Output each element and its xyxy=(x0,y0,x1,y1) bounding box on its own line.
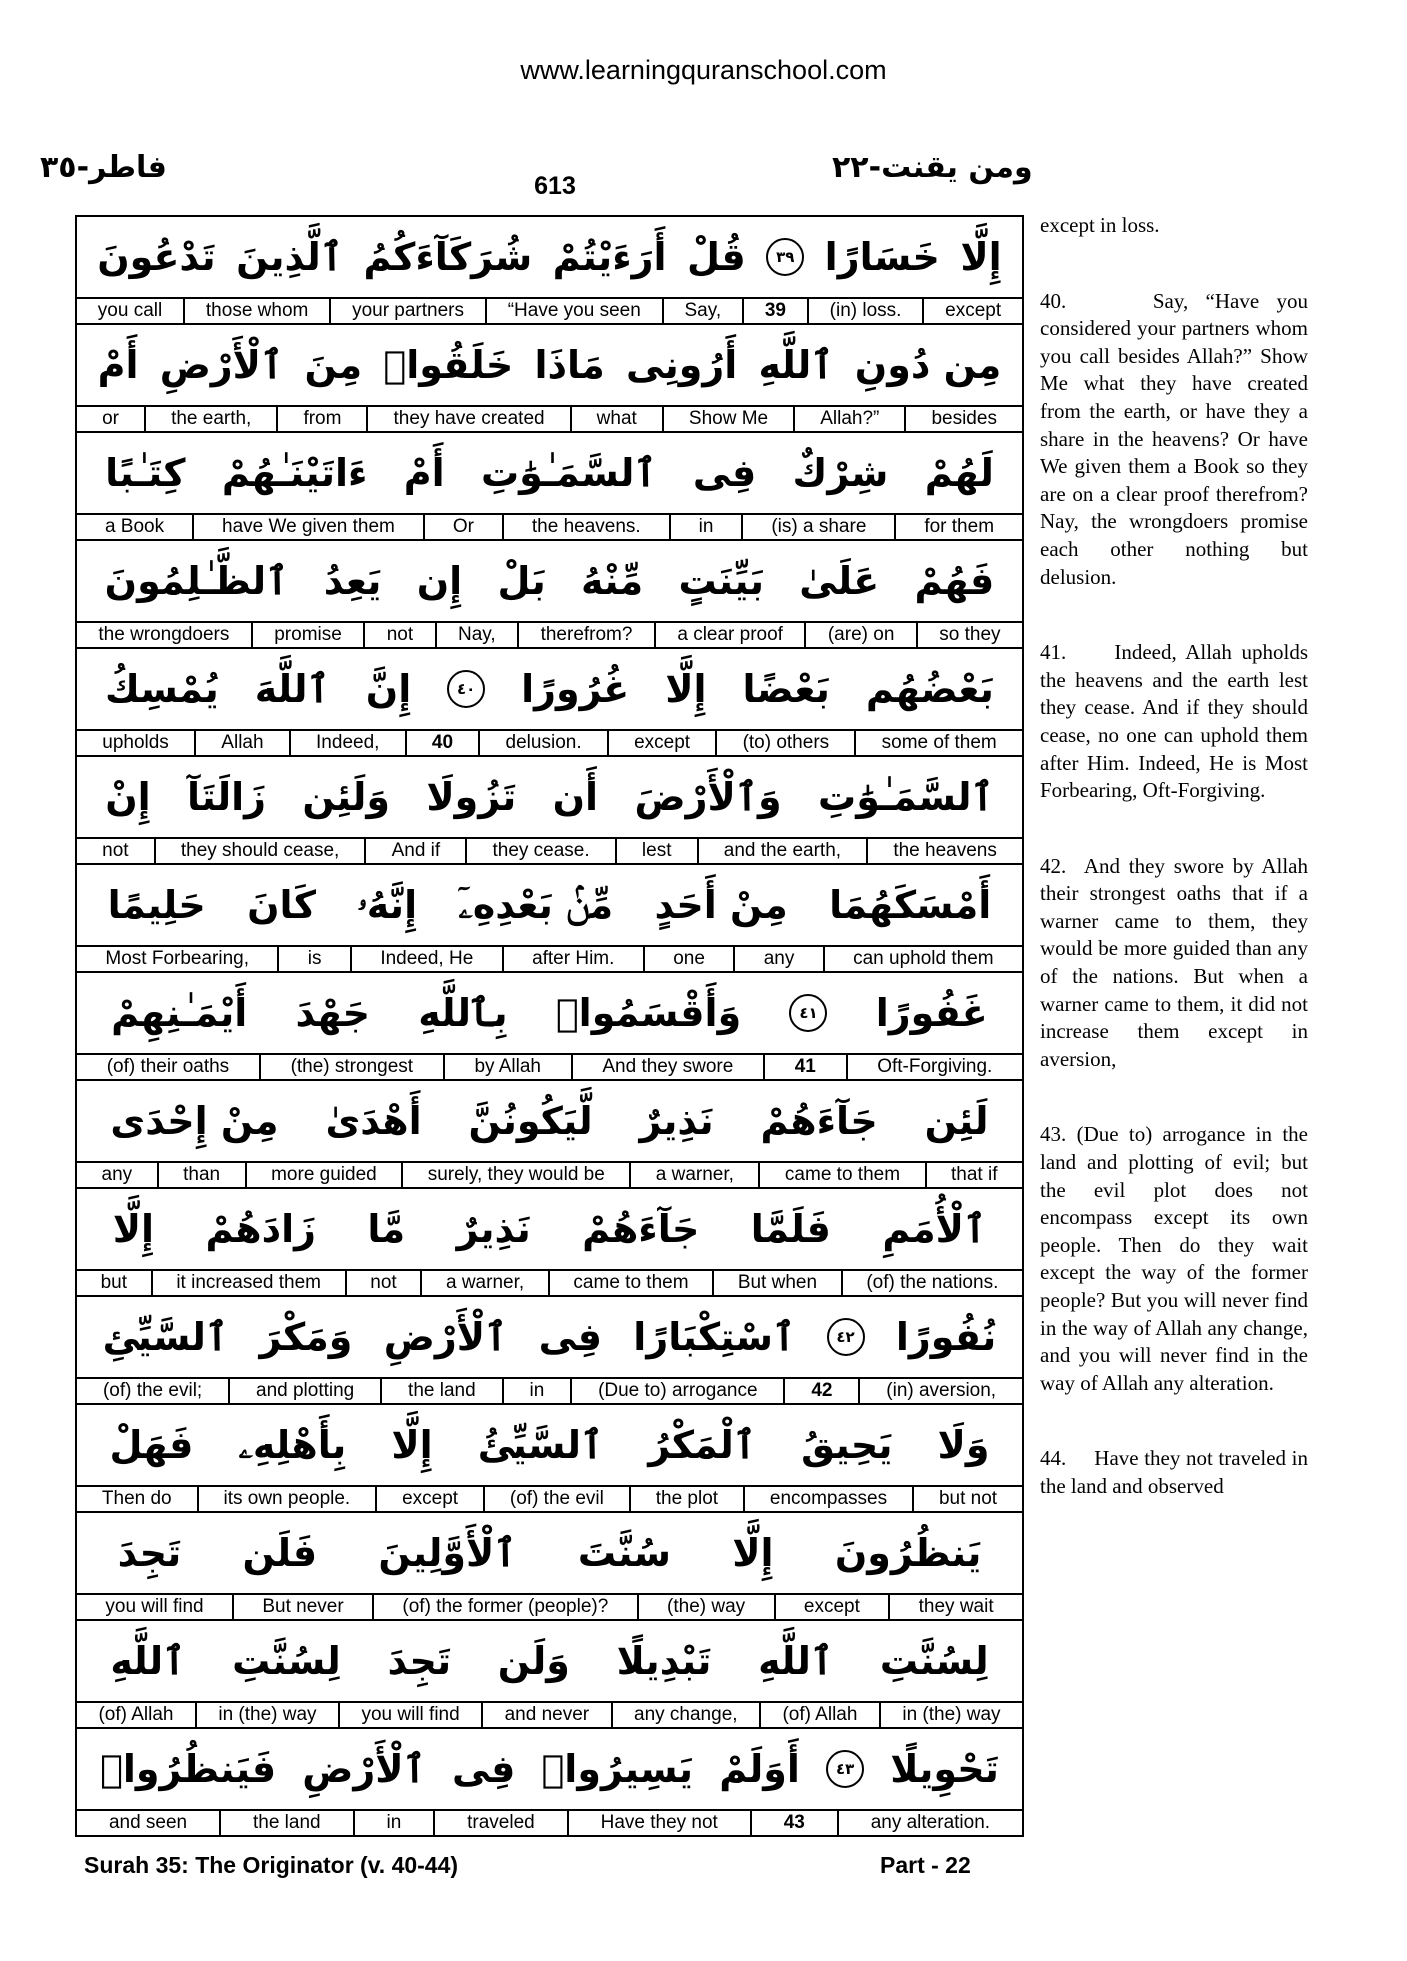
arabic-word: ٱلْأَرْضِ xyxy=(159,343,284,387)
arabic-word: عَلَىٰ xyxy=(799,559,880,603)
arabic-word: وَلَئِن xyxy=(302,775,390,819)
translation-paragraph: 41. Indeed, Allah upholds the heavens and the earth lest they cease. And if they should cease, no one can uphold them after Him. Indeed, He is Most Forbearing, Oft-Forgiving. xyxy=(1040,640,1308,803)
arabic-row xyxy=(77,865,1022,947)
english-word-cell: 43 xyxy=(750,1811,837,1835)
english-word-cell: in xyxy=(502,1379,571,1403)
english-word-cell: traveled xyxy=(433,1811,566,1835)
english-word-cell: promise xyxy=(251,623,363,647)
arabic-word: أَن xyxy=(552,775,599,819)
english-word-cell: except xyxy=(774,1595,889,1619)
ayah-number-mark: ٤٣ xyxy=(826,1750,864,1788)
english-word-cell: one xyxy=(643,947,733,971)
english-word-cell: “Have you seen xyxy=(485,299,662,323)
arabic-word: غُرُورًا xyxy=(521,667,630,711)
arabic-word: بَيِّنَتٍ xyxy=(678,559,764,603)
arabic-word: مِن دُونِ xyxy=(854,343,1002,387)
english-word-cell: those whom xyxy=(183,299,329,323)
english-word-cell: a warner, xyxy=(420,1271,547,1295)
arabic-word: لِسُنَّتِ xyxy=(879,1639,989,1683)
arabic-word: أَمْسَكَهُمَا xyxy=(829,883,992,927)
arabic-word: مِنْ أَحَدٍ xyxy=(654,883,788,927)
english-word-cell: but xyxy=(100,1272,128,1293)
english-row xyxy=(77,407,1022,433)
arabic-word: ٱلظَّـٰلِمُونَ xyxy=(104,559,289,603)
english-word-cell: surely, they would be xyxy=(401,1163,629,1187)
arabic-row xyxy=(77,1081,1022,1163)
arabic-word: حَلِيمًا xyxy=(107,883,206,927)
english-word-cell: not xyxy=(345,1271,421,1295)
arabic-word: فَهَلْ xyxy=(109,1423,194,1467)
english-word-cell: it increased them xyxy=(151,1271,345,1295)
arabic-word: أَهْدَىٰ xyxy=(325,1099,422,1143)
english-word-cell: can uphold them xyxy=(823,947,1022,971)
arabic-word: شِرْكٌ xyxy=(792,451,889,495)
arabic-word: إِلَّا xyxy=(665,667,707,711)
arabic-row xyxy=(77,1513,1022,1595)
arabic-word: جَهْدَ xyxy=(295,991,370,1035)
arabic-word: غَفُورًا xyxy=(875,991,988,1035)
english-word-cell: (in) aversion, xyxy=(858,1379,1022,1403)
english-row xyxy=(77,623,1022,649)
juz-label: ومن يقنت-٢٢ xyxy=(832,150,1033,185)
arabic-word: أَمْ xyxy=(403,451,445,495)
english-word-cell: in (the) way xyxy=(879,1703,1022,1727)
english-word-cell: they should cease, xyxy=(154,839,365,863)
arabic-word: فَيَنظُرُوا۟ xyxy=(100,1747,277,1791)
website-url: www.learningquranschool.com xyxy=(520,55,887,85)
arabic-word: ٱللَّهِ xyxy=(758,1639,834,1683)
arabic-word: مِّنۢ بَعْدِهِۦٓ xyxy=(458,882,614,927)
english-row xyxy=(77,839,1022,865)
arabic-word: ٱلْأَوَّلِينَ xyxy=(378,1531,517,1575)
english-word-cell: (of) the former (people)? xyxy=(372,1595,637,1619)
arabic-row xyxy=(77,973,1022,1055)
arabic-word: يَنظُرُونَ xyxy=(834,1531,982,1575)
arabic-word: أَرَءَيْتُمْ xyxy=(552,235,667,279)
english-word-cell: (of) Allah xyxy=(759,1703,879,1727)
english-word-cell: you will find xyxy=(338,1703,481,1727)
english-word-cell: is xyxy=(277,947,350,971)
english-word-cell: (to) others xyxy=(715,731,854,755)
english-word-cell: Then do xyxy=(101,1488,172,1509)
english-word-cell: for them xyxy=(894,515,1022,539)
english-word-cell: encompasses xyxy=(743,1487,912,1511)
english-word-cell: in xyxy=(353,1811,434,1835)
arabic-row xyxy=(77,1729,1022,1811)
english-word-cell: (are) on xyxy=(804,623,915,647)
english-word-cell: (the) strongest xyxy=(259,1055,443,1079)
arabic-word: تَجِدَ xyxy=(117,1531,182,1575)
footer-surah-title: Surah 35: The Originator (v. 40-44) xyxy=(84,1852,459,1878)
arabic-word: لَّيَكُونُنَّ xyxy=(468,1099,593,1143)
english-word-cell: the plot xyxy=(629,1487,743,1511)
english-word-cell: Show Me xyxy=(662,407,793,431)
english-word-cell: have We given them xyxy=(192,515,423,539)
english-word-cell: (of) their oaths xyxy=(106,1056,230,1077)
english-word-cell: so they xyxy=(916,623,1022,647)
arabic-word: خَلَقُوا۟ xyxy=(383,343,514,387)
arabic-word: أَوَلَمْ xyxy=(719,1747,800,1791)
english-word-cell: the land xyxy=(219,1811,352,1835)
english-word-cell: not xyxy=(102,840,129,861)
arabic-word: يَسِيرُوا۟ xyxy=(541,1747,694,1791)
english-word-cell: but not xyxy=(912,1487,1022,1511)
arabic-word: نُفُورًا xyxy=(895,1315,997,1359)
english-word-cell: (is) a share xyxy=(741,515,894,539)
translation-paragraph: 40. Say, “Have you considered your partners whom you call besides Allah?” Show Me what they have created from the earth, or have they a share in the heavens? Or have We given them a Book so they are on a clear proof therefrom? Nay, the wrongdoers promise each other nothing but delusion. xyxy=(1040,288,1308,589)
english-word-cell: the heavens xyxy=(866,839,1022,863)
english-row xyxy=(77,1703,1022,1729)
english-row xyxy=(77,515,1022,541)
english-word-cell: Most Forbearing, xyxy=(105,948,250,969)
arabic-word: وَأَقْسَمُوا۟ xyxy=(555,991,742,1035)
english-row xyxy=(77,1379,1022,1405)
english-word-cell: they cease. xyxy=(465,839,614,863)
english-word-cell: you call xyxy=(97,300,163,321)
arabic-word: إِلَّا xyxy=(112,1207,155,1251)
arabic-word: ٱللَّهِ xyxy=(758,343,834,387)
english-row xyxy=(77,1811,1022,1835)
english-word-cell: the heavens. xyxy=(502,515,669,539)
english-row xyxy=(77,299,1022,325)
arabic-word: ٱللَّهِ xyxy=(110,1639,186,1683)
arabic-row xyxy=(77,649,1022,731)
arabic-word: ٱللَّهَ xyxy=(254,667,330,711)
arabic-word: ٱلْأُمَمِ xyxy=(882,1207,987,1251)
arabic-word: شُرَكَآءَكُمُ xyxy=(363,235,533,279)
english-word-cell: any change, xyxy=(611,1703,759,1727)
arabic-word: مِنْ إِحْدَى xyxy=(110,1099,279,1143)
english-word-cell: a Book xyxy=(104,516,165,537)
english-word-cell: (of) the evil; xyxy=(102,1380,203,1401)
arabic-row xyxy=(77,757,1022,839)
english-word-cell: than xyxy=(157,1163,245,1187)
surah-label: فاطر-٣٥ xyxy=(40,150,167,185)
arabic-word: فِى xyxy=(692,451,757,495)
english-word-cell: what xyxy=(570,407,662,431)
arabic-word: إِلَّا xyxy=(391,1423,433,1467)
english-word-cell: the earth, xyxy=(144,407,276,431)
arabic-word: ٱلسَّيِّئُ xyxy=(477,1423,604,1467)
arabic-word: وَلَا xyxy=(937,1423,990,1467)
arabic-word: إِلَّا xyxy=(960,235,1002,279)
english-word-cell: 39 xyxy=(742,299,807,323)
english-word-cell: a clear proof xyxy=(654,623,805,647)
arabic-word: قُلْ xyxy=(686,235,746,279)
arabic-word: جَآءَهُمْ xyxy=(760,1099,878,1143)
english-word-cell: by Allah xyxy=(443,1055,571,1079)
english-word-cell: upholds xyxy=(102,732,169,753)
english-word-cell: (Due to) arrogance xyxy=(570,1379,783,1403)
arabic-word: كِتَـٰبًا xyxy=(105,451,186,495)
page-number: 613 xyxy=(534,172,576,200)
english-row xyxy=(77,731,1022,757)
english-word-cell: Or xyxy=(423,515,502,539)
english-word-cell: Say, xyxy=(662,299,742,323)
english-word-cell: any xyxy=(101,1164,133,1185)
english-word-cell: your partners xyxy=(329,299,485,323)
arabic-word: لِسُنَّتِ xyxy=(232,1639,341,1683)
arabic-word: فَهُمْ xyxy=(914,559,995,603)
english-word-cell: the wrongdoers xyxy=(98,624,230,645)
arabic-word: ءَاتَيْنَـٰهُمْ xyxy=(221,451,368,495)
translation-paragraph: 43. (Due to) arrogance in the land and plotting of evil; but the evil plot does not encompass except its own people. Then do they wait except the way of the former people? But you will never find in the way of Allah any change, and you will never find in the way of Allah any alteration. xyxy=(1040,1122,1308,1395)
english-word-cell: that if xyxy=(925,1163,1022,1187)
english-word-cell: they wait xyxy=(888,1595,1022,1619)
arabic-row xyxy=(77,541,1022,623)
arabic-word: لَئِن xyxy=(924,1099,989,1143)
english-word-cell: not xyxy=(363,623,434,647)
english-word-cell: from xyxy=(276,407,366,431)
arabic-word: زَادَهُمْ xyxy=(205,1207,316,1251)
arabic-word: زَالَتَآ xyxy=(187,775,266,819)
english-word-cell: and plotting xyxy=(228,1379,380,1403)
english-word-cell: 42 xyxy=(783,1379,858,1403)
english-row xyxy=(77,1271,1022,1297)
arabic-word: ٱلسَّمَـٰوَٰتِ xyxy=(480,451,657,495)
english-word-cell: they have created xyxy=(366,407,569,431)
english-word-cell: besides xyxy=(904,407,1022,431)
arabic-row xyxy=(77,433,1022,515)
arabic-word: بَعْضُهُم xyxy=(865,667,994,711)
english-word-cell: except xyxy=(922,299,1022,323)
english-word-cell: 40 xyxy=(405,731,479,755)
arabic-word: بِأَهْلِهِۦ xyxy=(238,1422,347,1467)
arabic-word: جَآءَهُمْ xyxy=(582,1207,700,1251)
english-word-cell: Indeed, He xyxy=(350,947,502,971)
english-word-cell: a warner, xyxy=(629,1163,758,1187)
arabic-word: نَذِيرٌ xyxy=(456,1207,531,1251)
arabic-word: مِنَ xyxy=(304,343,363,387)
english-word-cell: Have they not xyxy=(567,1811,750,1835)
english-word-cell: (of) Allah xyxy=(98,1704,174,1725)
arabic-word: إِنْ xyxy=(105,775,151,819)
arabic-word: ٱلْمَكْرُ xyxy=(648,1423,757,1467)
english-word-cell: But never xyxy=(232,1595,372,1619)
ayah-number-mark: ٣٩ xyxy=(766,238,804,276)
english-word-cell: or xyxy=(102,408,119,429)
arabic-word: ٱسْتِكْبَارًا xyxy=(633,1315,796,1359)
arabic-word: فِى xyxy=(452,1747,516,1791)
arabic-word: ٱلَّذِينَ xyxy=(236,235,344,279)
english-word-cell: some of them xyxy=(854,731,1022,755)
arabic-word: إِنَّ xyxy=(365,667,412,711)
english-word-cell: (in) loss. xyxy=(807,299,923,323)
english-word-cell: delusion. xyxy=(478,731,607,755)
word-by-word-grid xyxy=(75,215,1024,1837)
english-word-cell: after Him. xyxy=(502,947,643,971)
arabic-word: مَّا xyxy=(367,1207,406,1251)
arabic-word: تَزُولَا xyxy=(426,775,517,819)
footer-part: Part - 22 xyxy=(880,1852,971,1878)
arabic-word: فَلَن xyxy=(242,1531,318,1575)
english-word-cell: (of) the nations. xyxy=(841,1271,1022,1295)
arabic-word: وَٱلْأَرْضَ xyxy=(634,775,782,819)
arabic-word: ٱلْأَرْضِ xyxy=(302,1747,426,1791)
arabic-word: تَبْدِيلًا xyxy=(616,1639,712,1683)
ayah-number-mark: ٤٢ xyxy=(827,1318,865,1356)
english-word-cell: lest xyxy=(615,839,697,863)
arabic-word: فِى xyxy=(538,1315,602,1359)
arabic-row xyxy=(77,1405,1022,1487)
arabic-word: يُمْسِكُ xyxy=(104,667,219,711)
english-word-cell: came to them xyxy=(758,1163,924,1187)
english-word-cell: (of) the evil xyxy=(483,1487,629,1511)
arabic-word: وَمَكْرَ xyxy=(259,1315,353,1359)
ayah-number-mark: ٤١ xyxy=(789,994,827,1032)
english-word-cell: except xyxy=(607,731,715,755)
arabic-row xyxy=(77,1189,1022,1271)
english-word-cell: Nay, xyxy=(435,623,518,647)
arabic-word: فَلَمَّا xyxy=(750,1207,831,1251)
arabic-word: أَرُونِى xyxy=(626,343,738,387)
english-word-cell: (the) way xyxy=(637,1595,774,1619)
english-word-cell: its own people. xyxy=(197,1487,376,1511)
translation-paragraph: 42. And they swore by Allah their strongest oaths that if a warner came to them, they would be more guided than any of the nations. But when a warner came to them, it did not increase them except in aversion, xyxy=(1040,853,1308,1071)
arabic-word: لَهُمْ xyxy=(924,451,994,495)
english-word-cell: any alteration. xyxy=(837,1811,1022,1835)
english-row xyxy=(77,1595,1022,1621)
english-word-cell: Indeed, xyxy=(289,731,405,755)
arabic-word: مِّنْهُ xyxy=(581,559,644,603)
english-row xyxy=(77,1055,1022,1081)
arabic-word: أَيْمَـٰنِهِمْ xyxy=(111,991,248,1035)
english-word-cell: came to them xyxy=(548,1271,712,1295)
arabic-word: تَحْوِيلًا xyxy=(890,1747,999,1791)
english-word-cell: more guided xyxy=(245,1163,402,1187)
arabic-word: أَمْ xyxy=(97,343,139,387)
arabic-word: إِلَّا xyxy=(732,1531,774,1575)
english-word-cell: you will find xyxy=(105,1596,204,1617)
arabic-word: تَجِدَ xyxy=(387,1639,452,1683)
arabic-word: بِٱللَّهِ xyxy=(418,991,508,1035)
english-word-cell: any xyxy=(733,947,822,971)
translation-paragraph: 44. Have they not traveled in the land and observed xyxy=(1040,1446,1308,1498)
english-word-cell: the land xyxy=(380,1379,501,1403)
arabic-word: ٱلسَّمَـٰوَٰتِ xyxy=(818,775,994,819)
ayah-number-mark: ٤٠ xyxy=(447,670,485,708)
arabic-word: إِن xyxy=(416,559,463,603)
arabic-word: ٱلسَّيِّئِ xyxy=(102,1315,229,1359)
english-word-cell: and the earth, xyxy=(697,839,867,863)
arabic-row xyxy=(77,1297,1022,1379)
arabic-word: تَدْعُونَ xyxy=(97,235,216,279)
arabic-word: كَانَ xyxy=(247,883,316,927)
english-word-cell: and seen xyxy=(108,1812,188,1833)
arabic-word: إِنَّهُۥ xyxy=(357,882,418,927)
arabic-row xyxy=(77,1621,1022,1703)
english-word-cell: Oft-Forgiving. xyxy=(846,1055,1022,1079)
translation-paragraph: except in loss. xyxy=(1040,213,1160,237)
english-word-cell: But when xyxy=(712,1271,841,1295)
arabic-word: خَسَارًا xyxy=(824,235,940,279)
arabic-word: وَلَن xyxy=(497,1639,570,1683)
english-row xyxy=(77,947,1022,973)
arabic-word: بَعْضًا xyxy=(742,667,830,711)
english-word-cell: except xyxy=(375,1487,483,1511)
english-row xyxy=(77,1163,1022,1189)
english-word-cell: in xyxy=(669,515,742,539)
arabic-word: نَذِيرٌ xyxy=(639,1099,714,1143)
arabic-word: مَاذَا xyxy=(534,343,605,387)
english-word-cell: 41 xyxy=(763,1055,846,1079)
arabic-word: سُنَّتَ xyxy=(577,1531,671,1575)
english-word-cell: And they swore xyxy=(571,1055,763,1079)
arabic-word: بَلْ xyxy=(497,559,546,603)
english-word-cell: And if xyxy=(364,839,465,863)
english-row xyxy=(77,1487,1022,1513)
english-word-cell: in (the) way xyxy=(195,1703,338,1727)
english-word-cell: therefrom? xyxy=(517,623,654,647)
arabic-word: يَحِيقُ xyxy=(801,1423,893,1467)
arabic-word: ٱلْأَرْضِ xyxy=(383,1315,508,1359)
translation-column xyxy=(1040,212,1308,1549)
arabic-word: يَعِدُ xyxy=(323,559,382,603)
english-word-cell: Allah xyxy=(194,731,289,755)
english-word-cell: and never xyxy=(481,1703,610,1727)
english-word-cell: Allah?” xyxy=(793,407,904,431)
arabic-row xyxy=(77,325,1022,407)
arabic-row xyxy=(77,217,1022,299)
